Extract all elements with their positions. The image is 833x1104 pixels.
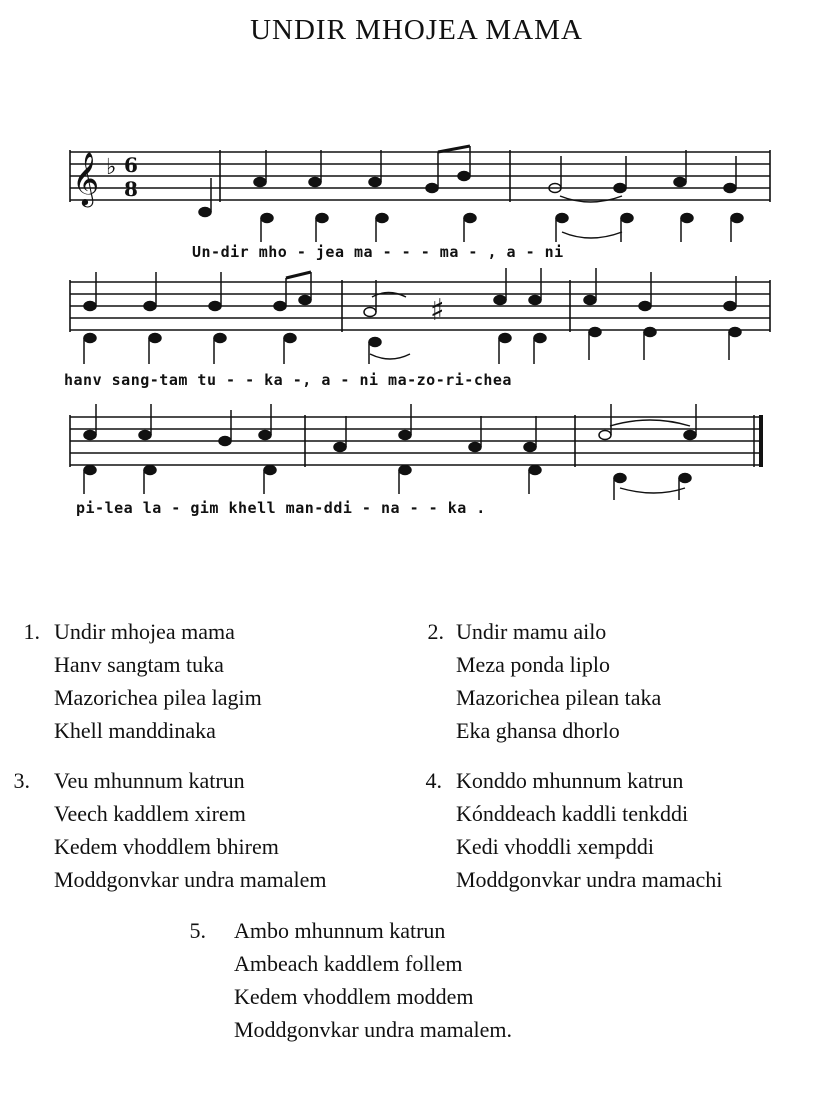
verse-line: Kónddeach kaddli tenkddi [456, 801, 689, 826]
verse-1 [10, 615, 262, 747]
verse-number: 5. [189, 918, 206, 943]
staff-system-2 [70, 280, 770, 332]
verse-line: Eka ghansa dhorlo [456, 718, 620, 743]
verse-line: Veu mhunnum katrun [54, 768, 245, 793]
treble-clef-icon: 𝄞 [72, 151, 100, 205]
svg-text:8: 8 [124, 177, 138, 201]
verse-3 [0, 764, 327, 896]
lyrics-system-2: hanv sang-tam tu - - ka -, a - ni ma-zo-ri-chea [64, 371, 512, 389]
svg-text:♯: ♯ [430, 293, 445, 328]
verse-line: Undir mamu ailo [456, 619, 607, 644]
verse-line: Mazorichea pilean taka [456, 685, 662, 710]
verse-line: Ambo mhunnum katrun [234, 918, 446, 943]
verse-5 [176, 914, 512, 1046]
verse-number: 4. [425, 768, 442, 793]
verse-line: Undir mhojea mama [54, 619, 235, 644]
verse-line: Veech kaddlem xirem [54, 801, 246, 826]
verse-line: Konddo mhunnum katrun [456, 768, 684, 793]
staff-system-3 [70, 415, 761, 467]
verse-line: Mazorichea pilea lagim [54, 685, 262, 710]
verse-line: Kedem vhoddlem bhirem [54, 834, 279, 859]
verse-line: Moddgonvkar undra mamalem. [234, 1017, 512, 1042]
lyrics-system-1: Un-dir mho - jea ma - - - ma - , a - ni [192, 243, 564, 261]
svg-text:6: 6 [124, 153, 138, 177]
verse-number: 1. [23, 619, 40, 644]
staff-system-1 [70, 150, 770, 202]
music-score [30, 132, 790, 532]
lyrics-system-3: pi-lea la - gim khell man-ddi - na - - ka . [76, 499, 486, 517]
verse-number: 3. [13, 768, 30, 793]
verse-line: Kedem vhoddlem moddem [234, 984, 474, 1009]
verse-line: Meza ponda liplo [456, 652, 610, 677]
verse-line: Moddgonvkar undra mamalem [54, 867, 327, 892]
verse-line: Hanv sangtam tuka [54, 652, 224, 677]
page-title: UNDIR MHOJEA MAMA [250, 14, 583, 46]
svg-text:♭: ♭ [106, 155, 117, 180]
verse-number: 2. [427, 619, 444, 644]
verse-4 [412, 764, 722, 896]
verse-line: Ambeach kaddlem follem [234, 951, 463, 976]
verse-line: Kedi vhoddli xempddi [456, 834, 654, 859]
verse-line: Moddgonvkar undra mamachi [456, 867, 723, 892]
verse-line: Khell manddinaka [54, 718, 216, 743]
verse-2 [414, 615, 661, 747]
